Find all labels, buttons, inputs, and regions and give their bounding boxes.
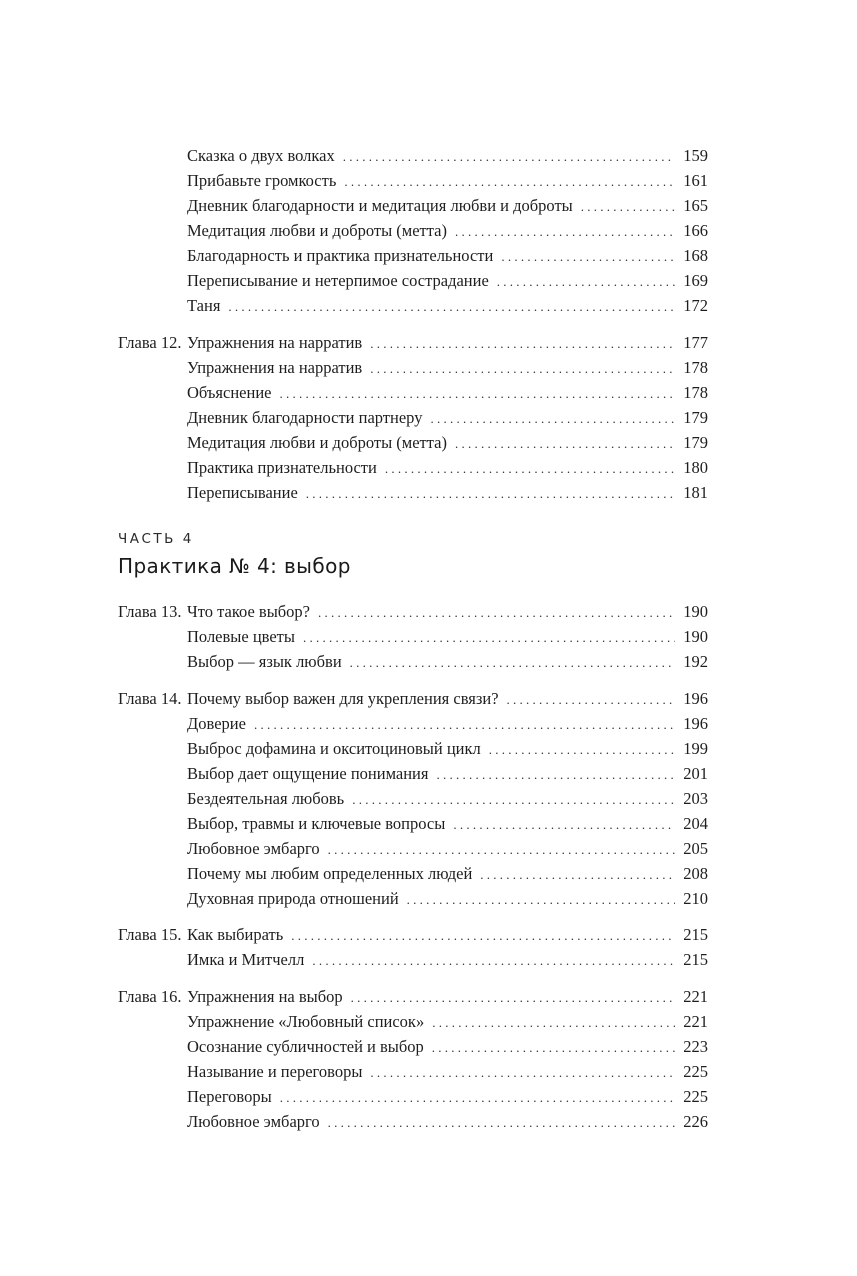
page-number: 177 <box>683 333 708 352</box>
entry-title: Упражнения на нарратив <box>187 358 363 377</box>
toc-block-ch12 <box>118 330 708 505</box>
toc-entry[interactable] <box>118 143 708 168</box>
page-number: 161 <box>683 171 708 190</box>
chapter-prefix: Глава 12. <box>118 333 182 352</box>
entry-title: Медитация любви и доброты (метта) <box>187 221 447 240</box>
page-number: 181 <box>683 483 708 502</box>
toc-entry[interactable] <box>118 686 708 711</box>
dot-leader <box>351 985 675 1010</box>
toc-entry[interactable] <box>118 405 708 430</box>
part-title: Практика № 4: выбор <box>118 554 351 578</box>
dot-leader <box>370 356 675 381</box>
toc-entry[interactable] <box>118 922 708 947</box>
toc-entry[interactable] <box>118 268 708 293</box>
entry-title: Выбор — язык любви <box>187 652 342 671</box>
toc-entry[interactable] <box>118 168 708 193</box>
entry-title: Упражнения на нарратив <box>187 333 363 352</box>
page-number: 165 <box>683 196 708 215</box>
page-number: 179 <box>683 433 708 452</box>
toc-entry[interactable] <box>118 736 708 761</box>
page-number: 196 <box>683 714 708 733</box>
page-number: 190 <box>683 602 708 621</box>
dot-leader <box>370 1060 675 1085</box>
toc-entry[interactable] <box>118 330 708 355</box>
toc-entry[interactable] <box>118 711 708 736</box>
entry-title: Почему мы любим определенных людей <box>187 864 473 883</box>
entry-title: Дневник благодарности и медитация любви и доброты <box>187 196 573 215</box>
page-number: 226 <box>683 1112 708 1131</box>
entry-title: Таня <box>187 296 221 315</box>
toc-entry[interactable] <box>118 836 708 861</box>
entry-title: Называние и переговоры <box>187 1062 363 1081</box>
page-number: 221 <box>683 1012 708 1031</box>
page-number: 192 <box>683 652 708 671</box>
page-number: 201 <box>683 764 708 783</box>
dot-leader <box>343 144 675 169</box>
dot-leader <box>254 712 675 737</box>
entry-title: Выбор, травмы и ключевые вопросы <box>187 814 446 833</box>
dot-leader <box>385 456 675 481</box>
entry-title: Осознание субличностей и выбор <box>187 1037 424 1056</box>
entry-title: Переписывание и нетерпимое сострадание <box>187 271 489 290</box>
page-number: 223 <box>683 1037 708 1056</box>
dot-leader <box>352 787 675 812</box>
page-number: 179 <box>683 408 708 427</box>
dot-leader <box>581 194 675 219</box>
dot-leader <box>436 762 675 787</box>
toc-entry[interactable] <box>118 1009 708 1034</box>
toc-entry[interactable] <box>118 1109 708 1134</box>
page-number: 172 <box>683 296 708 315</box>
page-number: 180 <box>683 458 708 477</box>
dot-leader <box>489 737 675 762</box>
dot-leader <box>306 481 675 506</box>
toc-entry[interactable] <box>118 243 708 268</box>
dot-leader <box>407 887 675 912</box>
entry-title: Выбор дает ощущение понимания <box>187 764 429 783</box>
page-number: 225 <box>683 1062 708 1081</box>
entry-title: Выброс дофамина и окситоциновый цикл <box>187 739 481 758</box>
page-number: 199 <box>683 739 708 758</box>
toc-entry[interactable] <box>118 355 708 380</box>
toc-entry[interactable] <box>118 1059 708 1084</box>
dot-leader <box>328 837 675 862</box>
dot-leader <box>432 1010 675 1035</box>
dot-leader <box>280 1085 675 1110</box>
entry-title: Бездеятельная любовь <box>187 789 345 808</box>
dot-leader <box>291 923 675 948</box>
page-number: 215 <box>683 950 708 969</box>
toc-entry[interactable] <box>118 984 708 1009</box>
toc-entry[interactable] <box>118 1084 708 1109</box>
toc-entry[interactable] <box>118 193 708 218</box>
entry-title: Объяснение <box>187 383 272 402</box>
chapter-prefix: Глава 16. <box>118 987 182 1006</box>
entry-title: Любовное эмбарго <box>187 1112 320 1131</box>
toc-entry[interactable] <box>118 624 708 649</box>
dot-leader <box>453 812 675 837</box>
entry-title: Как выбирать <box>187 925 284 944</box>
dot-leader <box>480 862 675 887</box>
page-number: 204 <box>683 814 708 833</box>
toc-entry[interactable] <box>118 293 708 318</box>
toc-entry[interactable] <box>118 599 708 624</box>
dot-leader <box>455 431 675 456</box>
page-number: 215 <box>683 925 708 944</box>
entry-title: Упражнения на выбор <box>187 987 343 1006</box>
chapter-prefix: Глава 14. <box>118 689 182 708</box>
entry-title: Имка и Митчелл <box>187 950 305 969</box>
toc-block-ch11 <box>118 143 708 318</box>
entry-title: Практика признательности <box>187 458 377 477</box>
toc-entry[interactable] <box>118 430 708 455</box>
toc-entry[interactable] <box>118 380 708 405</box>
chapter-prefix: Глава 13. <box>118 602 182 621</box>
dot-leader <box>312 948 675 973</box>
page-number: 159 <box>683 146 708 165</box>
toc-entry[interactable] <box>118 1034 708 1059</box>
entry-title: Что такое выбор? <box>187 602 311 621</box>
dot-leader <box>370 331 675 356</box>
toc-block-ch16 <box>118 984 708 1134</box>
page-number: 196 <box>683 689 708 708</box>
dot-leader <box>318 600 675 625</box>
toc-entry[interactable] <box>118 649 708 674</box>
entry-title: Упражнение «Любовный список» <box>187 1012 425 1031</box>
page-number: 221 <box>683 987 708 1006</box>
toc-entry[interactable] <box>118 811 708 836</box>
dot-leader <box>344 169 675 194</box>
page-number: 225 <box>683 1087 708 1106</box>
page-number: 178 <box>683 383 708 402</box>
part-label: ЧАСТЬ 4 <box>118 531 194 547</box>
chapter-prefix: Глава 15. <box>118 925 182 944</box>
page-number: 210 <box>683 889 708 908</box>
page-number: 203 <box>683 789 708 808</box>
dot-leader <box>507 687 675 712</box>
entry-title: Любовное эмбарго <box>187 839 320 858</box>
toc-block-ch15 <box>118 922 708 972</box>
dot-leader <box>501 244 675 269</box>
page-number: 169 <box>683 271 708 290</box>
dot-leader <box>432 1035 675 1060</box>
toc-entry[interactable] <box>118 786 708 811</box>
entry-title: Переговоры <box>187 1087 272 1106</box>
toc-entry[interactable] <box>118 947 708 972</box>
toc-entry[interactable] <box>118 455 708 480</box>
entry-title: Доверие <box>187 714 246 733</box>
entry-title: Духовная природа отношений <box>187 889 399 908</box>
entry-title: Дневник благодарности партнеру <box>187 408 423 427</box>
page-number: 205 <box>683 839 708 858</box>
page-number: 168 <box>683 246 708 265</box>
toc-block-ch14 <box>118 686 708 911</box>
dot-leader <box>455 219 675 244</box>
toc-entry[interactable] <box>118 480 708 505</box>
entry-title: Полевые цветы <box>187 627 295 646</box>
dot-leader <box>328 1110 675 1135</box>
page-number: 190 <box>683 627 708 646</box>
toc-entry[interactable] <box>118 886 708 911</box>
page-number: 208 <box>683 864 708 883</box>
entry-title: Благодарность и практика признательности <box>187 246 494 265</box>
entry-title: Сказка о двух волках <box>187 146 335 165</box>
dot-leader <box>497 269 675 294</box>
dot-leader <box>279 381 675 406</box>
toc-block-ch13 <box>118 599 708 674</box>
dot-leader <box>430 406 675 431</box>
toc-entry[interactable] <box>118 761 708 786</box>
toc-entry[interactable] <box>118 218 708 243</box>
page-number: 166 <box>683 221 708 240</box>
dot-leader <box>303 625 675 650</box>
toc-entry[interactable] <box>118 861 708 886</box>
dot-leader <box>228 294 675 319</box>
dot-leader <box>350 650 675 675</box>
entry-title: Прибавьте громкость <box>187 171 337 190</box>
entry-title: Переписывание <box>187 483 298 502</box>
page-number: 178 <box>683 358 708 377</box>
entry-title: Медитация любви и доброты (метта) <box>187 433 447 452</box>
entry-title: Почему выбор важен для укрепления связи? <box>187 689 499 708</box>
